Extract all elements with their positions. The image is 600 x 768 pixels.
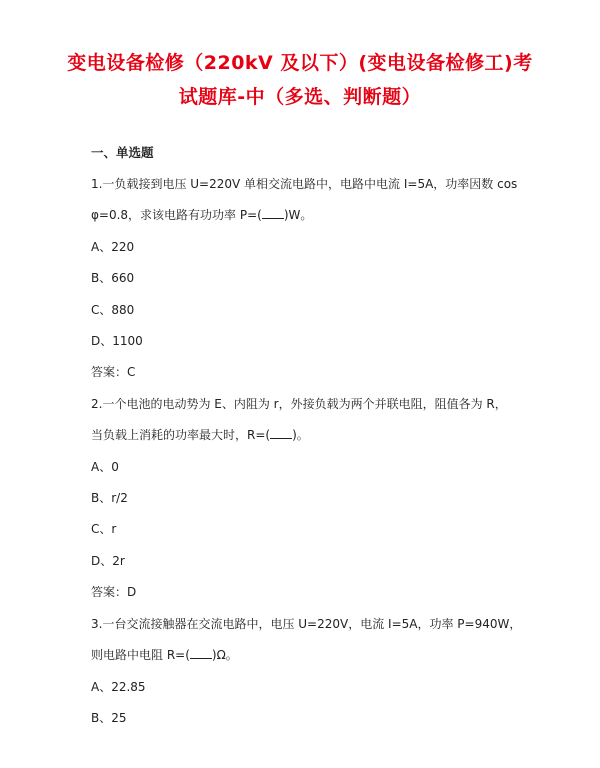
question-1-answer: 答案：C: [91, 365, 136, 379]
question-3-stem-line-2: [91, 647, 238, 663]
question-2-stem-end: )。: [292, 428, 309, 442]
question-1-stem-unit: )W。: [283, 208, 313, 222]
question-2-option-b: B、r/2: [91, 491, 128, 505]
question-2-answer-blank: [270, 438, 292, 439]
question-2-answer: 答案：D: [91, 585, 137, 599]
question-1-stem-line-1: 1.一负载接到电压 U=220V 单相交流电路中，电路中电流 I=5A，功率因数 cos: [91, 177, 518, 191]
question-1-option-a: A、220: [91, 240, 135, 254]
question-2-stem-text: 当负载上消耗的功率最大时，R=(: [91, 428, 271, 442]
question-2-stem-line-2: [91, 427, 309, 443]
question-2-stem-line-1: 2.一个电池的电动势为 E、内阻为 r，外接负载为两个并联电阻，阻值各为 R，: [91, 397, 507, 411]
question-2-option-d: D、2r: [91, 554, 125, 568]
question-1-option-c: C、880: [91, 303, 135, 317]
question-3-answer-blank: [190, 658, 212, 659]
question-1-option-b: B、660: [91, 271, 135, 285]
question-3-option-b: B、25: [91, 711, 127, 725]
document-title-line-1: 变电设备检修（220kV 及以下）(变电设备检修工)考: [67, 52, 533, 74]
question-3-stem-text: 则电路中电阻 R=(: [91, 648, 190, 662]
document-title-line-2: 试题库-中（多选、判断题）: [178, 86, 422, 108]
question-2-option-a: A、0: [91, 460, 119, 474]
question-1-option-d: D、1100: [91, 334, 143, 348]
question-3-stem-line-1: 3.一台交流接触器在交流电路中，电压 U=220V，电流 I=5A，功率 P=940W，: [91, 617, 522, 631]
question-1-stem-line-2: [91, 207, 312, 223]
question-3-option-a: A、22.85: [91, 680, 146, 694]
question-2-option-c: C、r: [91, 522, 117, 536]
section-heading: 一、单选题: [91, 145, 154, 160]
question-3-stem-unit: )Ω。: [211, 648, 238, 662]
question-1-answer-blank: [262, 218, 284, 219]
question-1-stem-text: φ=0.8，求该电路有功功率 P=(: [91, 208, 262, 222]
